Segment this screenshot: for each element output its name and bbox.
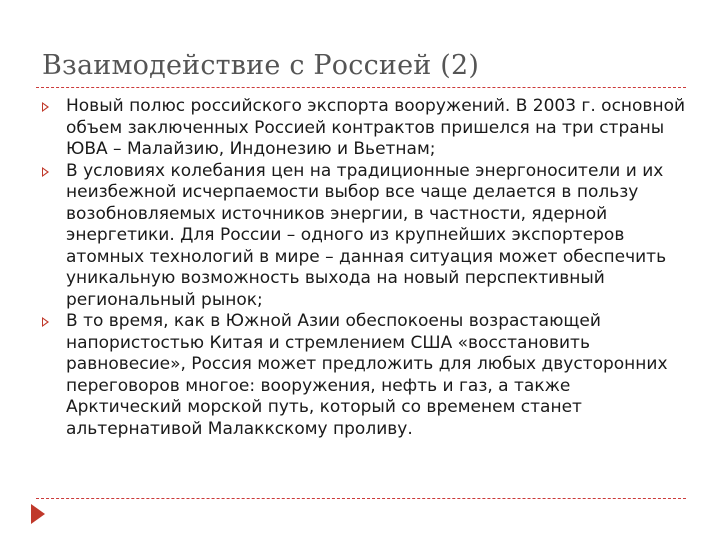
bullet-item [40,311,690,440]
footer-divider [36,498,686,499]
play-icon[interactable] [31,504,45,524]
triangle-bullet-icon [42,317,49,327]
bullet-text: Новый полюс российского экспорта вооружений. В 2003 г. основной объем заключенных Россией контрактов пришелся на три страны ЮВА – Малайзию, Индонезию и Вьетнам; [66,96,686,159]
bullet-list [40,96,690,440]
triangle-bullet-icon [42,167,49,177]
bullet-item [40,161,690,312]
title-divider [36,87,686,88]
bullet-text: В то время, как в Южной Азии обеспокоены возрастающей напористостью Китая и стремлением США «восстановить равновесие», Россия может предложить для любых двусторонних переговоров многое: вооружения, нефть и газ, а также Арктический морской путь, который со временем станет альтернативой Малаккскому проливу. [66,311,668,439]
bullet-item [40,96,690,161]
bullet-text: В условиях колебания цен на традиционные энергоносители и их неизбежной исчерпаемости выбор все чаще делается в пользу возобновляемых источников энергии, в частности, ядерной энергетики. Для России – одного из крупнейших экспортеров атомных технологий в мире – данная ситуация может обеспечить уникальную возможность выхода на новый перспективный региональный рынок; [66,160,667,310]
slide-title: Взаимодействие с Россией (2) [42,50,480,81]
triangle-bullet-icon [42,102,49,112]
